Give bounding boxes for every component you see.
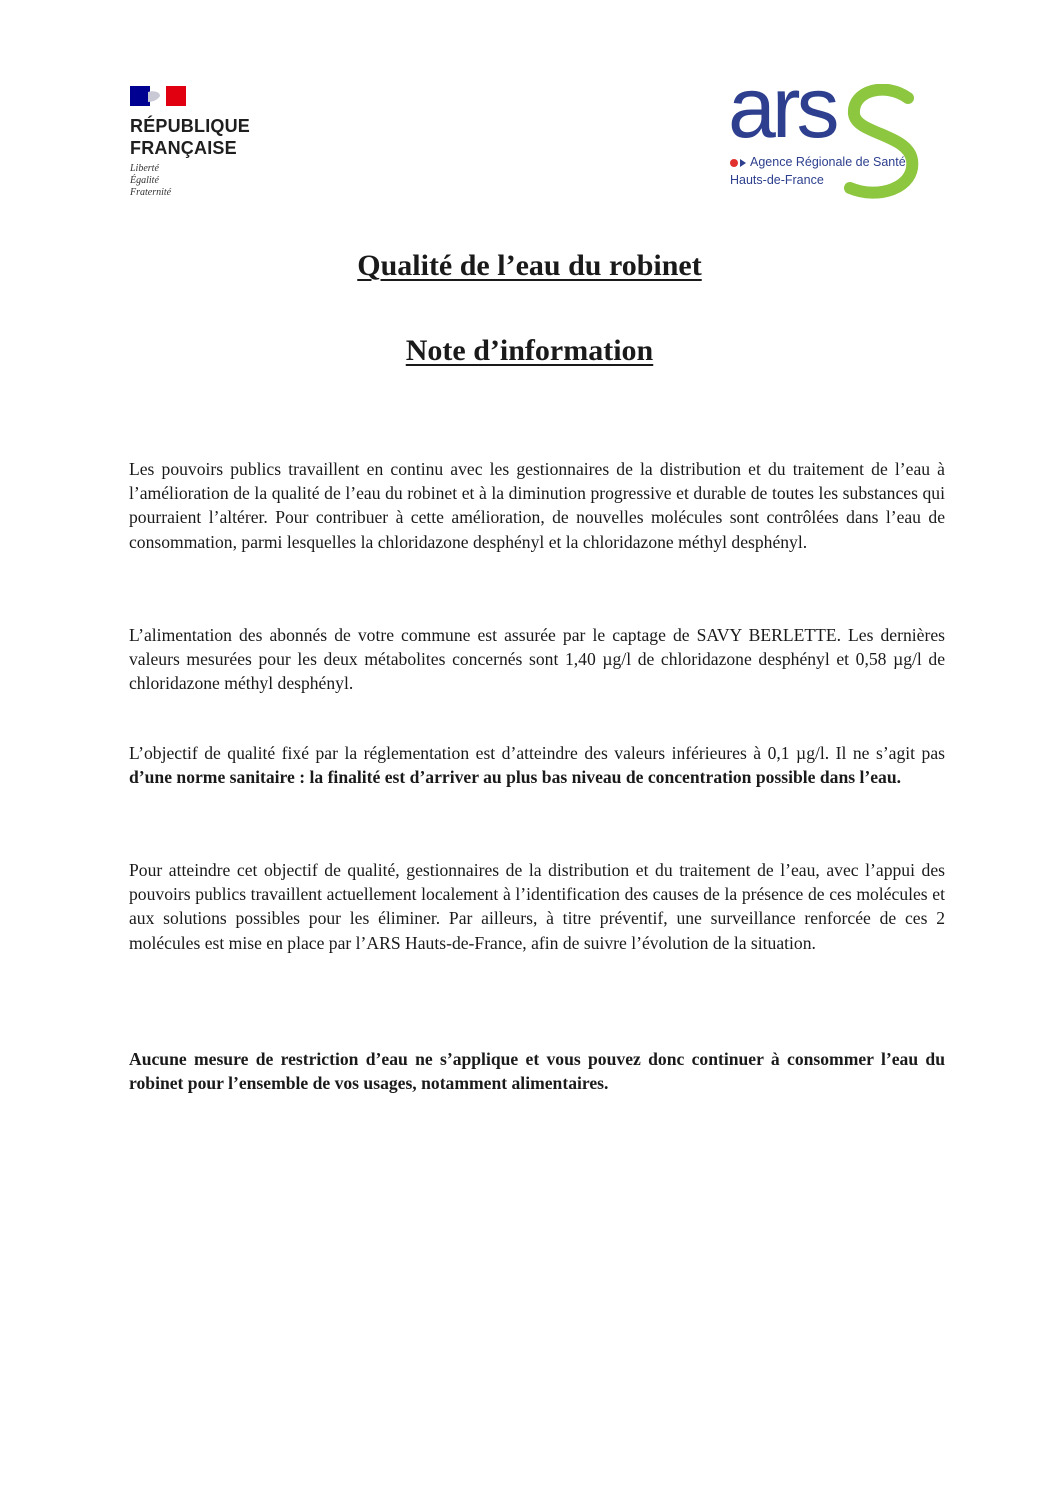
ars-logo-text: ars <box>728 60 836 156</box>
agency-name-text: Agence Régionale de Santé <box>750 155 906 169</box>
arrow-icon <box>740 159 746 167</box>
paragraph-measurements: L’alimentation des abonnés de votre commune est assurée par le captage de SAVY BERLETTE. Les dernières valeurs mesurées pour les deux métabolites concernés sont 1,40 µg/l de chloridazone desphényl et 0,58 µg/l de chloridazone méthyl desphényl. <box>129 625 945 694</box>
page-subtitle-text: Note d’information <box>405 334 654 367</box>
republique-francaise-logo <box>130 86 270 199</box>
marianne-flag-icon <box>130 86 186 106</box>
paragraph-context: Les pouvoirs publics travaillent en continu avec les gestionnaires de la distribution et du traitement de l’eau à l’amélioration de la qualité de l’eau du robinet et à la diminution progressive et durable de toutes les substances qui pourraient l’altérer. Pour contribuer à cette amélioration, de nouvelles molécules sont contrôlées dans l’eau de consommation, parmi lesquelles la chloridazone desphényl et la chloridazone méthyl desphényl. <box>129 459 945 552</box>
motto-egalite: Égalité <box>130 175 159 186</box>
page-subtitle <box>0 333 1059 369</box>
paragraph-objective-bold: d’une norme sanitaire : la finalité est d’arriver au plus bas niveau de concentration possible dans l’eau. <box>129 767 902 788</box>
motto-liberte: Liberté <box>130 163 159 174</box>
ars-s-swoosh-icon <box>838 84 928 202</box>
paragraph-conclusion-text: Aucune mesure de restriction d’eau ne s’applique et vous pouvez donc continuer à consommer l’eau du robinet pour l’ensemble de vos usages, notamment alimentaires. <box>129 1049 945 1094</box>
region-name: Hauts-de-France <box>730 173 824 187</box>
page-title-text: Qualité de l’eau du robinet <box>357 249 702 282</box>
republic-name: RÉPUBLIQUE FRANÇAISE <box>130 116 251 158</box>
paragraph-conclusion <box>129 1047 945 1095</box>
ars-logo <box>728 60 928 202</box>
paragraph-actions: Pour atteindre cet objectif de qualité, gestionnaires de la distribution et du traitement de l’eau, avec l’appui des pouvoirs publics travaillent actuellement localement à l’identification des causes de la présence de ces molécules et aux solutions possibles pour les éliminer. Par ailleurs, à titre préventif, une surveillance renforcée de ces 2 molécules est mise en place par l’ARS Hauts-de-France, afin de suivre l’évolution de la situation. <box>129 860 945 953</box>
page-title <box>0 248 1059 284</box>
agency-name <box>730 154 906 170</box>
motto <box>130 163 270 199</box>
red-dot-icon <box>730 159 738 167</box>
motto-fraternite: Fraternité <box>130 187 172 198</box>
paragraph-objective-text: L’objectif de qualité fixé par la réglementation est d’atteindre des valeurs inférieures à 0,1 µg/l. Il ne s’agit pas <box>129 743 945 763</box>
paragraph-objective <box>129 741 945 789</box>
